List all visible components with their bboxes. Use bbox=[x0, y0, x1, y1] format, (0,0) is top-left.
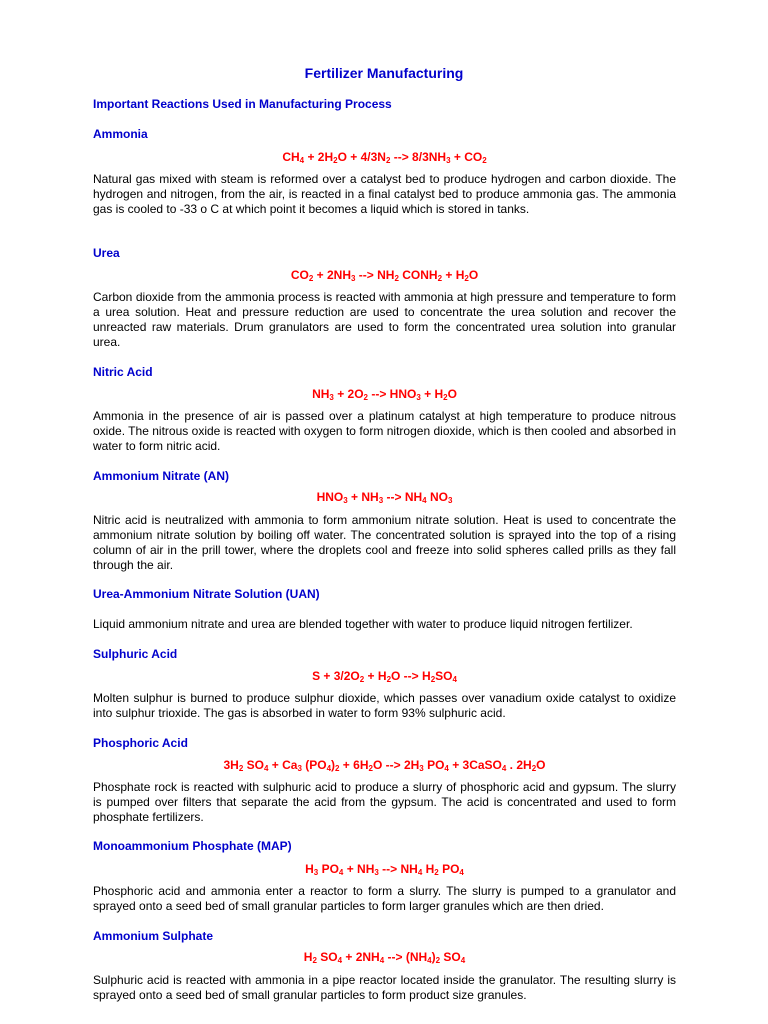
paragraph-map: Phosphoric acid and ammonia enter a reactor to form a slurry. The slurry is pumped to a granulator and sprayed onto a seed bed of small granular particles to form larger granules which are then dried. bbox=[93, 884, 676, 913]
equation-subscript: 4 bbox=[338, 868, 344, 877]
section-heading-uan: Urea-Ammonium Nitrate Solution (UAN) bbox=[93, 587, 320, 601]
equation-subscript: 4 bbox=[263, 764, 269, 773]
paragraph-nitric-acid: Ammonia in the presence of air is passed over a platinum catalyst at high temperature to produce nitrous oxide. The nitrous oxide is reacted with oxygen to form nitrogen dioxide, which is then cooled and absorbed in water to form nitric acid. bbox=[93, 409, 676, 453]
equation-urea: $CO_2 + 2NH_3$ --> $NH_2$ $CONH_2 + H_2O$ bbox=[290, 268, 479, 283]
equation-subscript: 3 bbox=[297, 764, 302, 773]
equation-subscript: 2 bbox=[386, 675, 392, 684]
equation-subscript: 2 bbox=[430, 675, 436, 684]
equation-subscript: 3 bbox=[446, 156, 451, 165]
paragraph-ammonium-sulphate: Sulphuric acid is reacted with ammonia in a pipe reactor located inside the granulator. The resulting slurry is sprayed onto a seed bed of small granular particles to form product size granules. bbox=[93, 973, 676, 1002]
equation-subscript: 2 bbox=[363, 393, 368, 402]
equation-subscript: 3 bbox=[350, 274, 356, 283]
equation-subscript: 4 bbox=[444, 764, 449, 773]
paragraph-ammonia: Natural gas mixed with steam is reformed over a catalyst bed to produce hydrogen and carbon dioxide. The hydrogen and nitrogen, from the air, is reacted in a final catalyst bed to produce ammonia gas. The ammonia gas is cooled to -33 o C at which point it becomes a liquid which is stored in tanks. bbox=[93, 172, 676, 216]
equation-ammonium-sulphate: $H_2$ $SO_4 + 2NH_4$ --> $(NH_4)_2$ $SO_4$ bbox=[303, 950, 466, 965]
equation-ammonia: $CH_4 + 2H_2O + 4/3N_2$ --> $8/3NH_3 + CO_2$ bbox=[282, 150, 487, 165]
equation-subscript: 2 bbox=[443, 393, 448, 402]
equation-subscript: 2 bbox=[434, 868, 439, 877]
equation-subscript: 2 bbox=[531, 764, 537, 773]
equation-subscript: 3 bbox=[313, 868, 319, 877]
equation-subscript: 2 bbox=[238, 764, 244, 773]
equation-subscript: 2 bbox=[464, 274, 469, 283]
equation-subscript: 4 bbox=[452, 675, 457, 684]
section-heading-nitric-acid: Nitric Acid bbox=[93, 365, 153, 379]
equation-phosphoric-acid: $3H_2$ $SO_4 + Ca_3$ $(PO_4)_2 + 6H_2O$ --> $2H_3$ $PO_4$ + 3CaSO$_4$ . $2H_2O$ bbox=[223, 758, 546, 773]
equation-subscript: 3 bbox=[447, 496, 453, 505]
equation-subscript: 2 bbox=[368, 764, 373, 773]
equation-subscript: 2 bbox=[482, 156, 487, 165]
equation-map: $H_3$ $PO_4 + NH_3$ --> $NH_4$ $H_2$ $PO_4$ bbox=[305, 862, 464, 877]
equation-subscript: 3 bbox=[343, 496, 348, 505]
paragraph-urea: Carbon dioxide from the ammonia process is reacted with ammonia at high pressure and temperature to form a urea solution. Heat and pressure reduction are used to concentrate the urea solution and recover the unreacted raw materials. Drum granulators are used to form the concentrated urea solution into granular urea. bbox=[93, 290, 676, 349]
equation-subscript: 2 bbox=[437, 274, 443, 283]
equation-subscript: 2 bbox=[435, 956, 441, 965]
page-title: Fertilizer Manufacturing bbox=[304, 65, 464, 81]
equation-subscript: 2 bbox=[359, 675, 365, 684]
equation-subscript: 2 bbox=[312, 956, 317, 965]
equation-subscript: 2 bbox=[394, 274, 399, 283]
equation-subscript: 4 bbox=[501, 764, 507, 773]
section-heading-sulphuric-acid: Sulphuric Acid bbox=[93, 647, 178, 661]
section-heading-ammonium-nitrate: Ammonium Nitrate (AN) bbox=[93, 469, 230, 483]
equation-nitric-acid: $NH_3 + 2O_2$ --> $HNO_3 + H_2O$ bbox=[312, 387, 457, 402]
paragraph-uan: Liquid ammonium nitrate and urea are blended together with water to produce liquid nitrogen fertilizer. bbox=[93, 617, 633, 631]
equation-subscript: 4 bbox=[326, 764, 332, 773]
equation-subscript: 2 bbox=[335, 764, 340, 773]
equation-subscript: 4 bbox=[422, 496, 427, 505]
paragraph-ammonium-nitrate: Nitric acid is neutralized with ammonia to form ammonium nitrate solution. Heat is used to concentrate the ammonium nitrate solution by boiling off water. The concentrated solution is sprayed into the top of a rising column of air in the prill tower, where the droplets cool and freeze into solid spheres called prills as they fall through the air. bbox=[93, 513, 676, 572]
equation-subscript: 3 bbox=[378, 496, 384, 505]
equation-subscript: 2 bbox=[308, 274, 314, 283]
equation-subscript: 4 bbox=[427, 956, 432, 965]
equation-subscript: 2 bbox=[333, 156, 338, 165]
section-heading-urea: Urea bbox=[93, 246, 120, 260]
equation-subscript: 4 bbox=[417, 868, 423, 877]
equation-subscript: 3 bbox=[416, 393, 421, 402]
equation-subscript: 4 bbox=[379, 956, 385, 965]
equation-subscript: 2 bbox=[385, 156, 391, 165]
equation-subscript: 4 bbox=[337, 956, 343, 965]
equation-sulphuric-acid: $S + 3/2O_2 + H_2O$ --> $H_2SO_4$ bbox=[312, 669, 457, 684]
equation-subscript: 4 bbox=[299, 156, 305, 165]
section-heading-map: Monoammonium Phosphate (MAP) bbox=[93, 839, 292, 853]
equation-subscript: 3 bbox=[374, 868, 379, 877]
paragraph-phosphoric-acid: Phosphate rock is reacted with sulphuric acid to produce a slurry of phosphoric acid and gypsum. The slurry is pumped over filters that separate the acid from the gypsum. The acid is concentrated and used to form phosphate fertilizers. bbox=[93, 780, 676, 824]
equation-ammonium-nitrate: $HNO_3 + NH_3$ --> $NH_4$ $NO_3$ bbox=[316, 490, 453, 505]
section-heading-ammonium-sulphate: Ammonium Sulphate bbox=[93, 929, 214, 943]
section-heading-phosphoric-acid: Phosphoric Acid bbox=[93, 736, 188, 750]
equation-subscript: 3 bbox=[419, 764, 424, 773]
paragraph-sulphuric-acid: Molten sulphur is burned to produce sulphur dioxide, which passes over vanadium oxide catalyst to oxidize into sulphur trioxide. The gas is absorbed in water to form 93% sulphuric acid. bbox=[93, 691, 676, 720]
equation-subscript: 4 bbox=[460, 956, 466, 965]
equation-subscript: 3 bbox=[329, 393, 334, 402]
section-heading-ammonia: Ammonia bbox=[93, 127, 148, 141]
page-subtitle: Important Reactions Used in Manufacturing Process bbox=[93, 97, 392, 111]
equation-subscript: 4 bbox=[459, 868, 464, 877]
